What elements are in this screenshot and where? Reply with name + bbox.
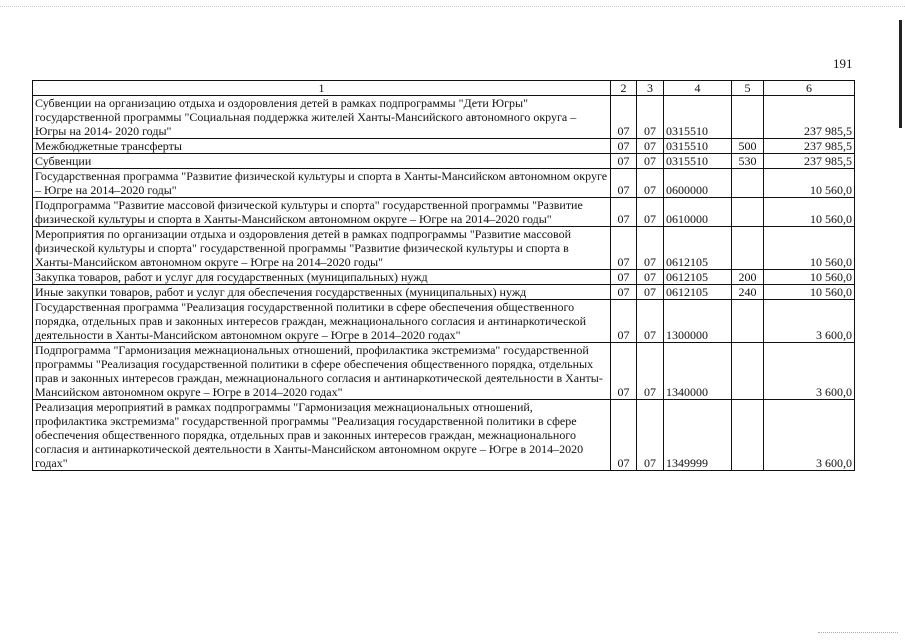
row-vr-cell: 500 [732, 139, 764, 154]
row-name-cell: Реализация мероприятий в рамках подпрограммы "Гармонизация межнациональных отношений, профилактика экстремизма" государственной программы "Реализация государственной политики в сфере обеспечения общественного порядка, отдельных прав и законных интересов граждан, межнационального согласия и антинаркотической деятельности в Ханты-Мансийском автономном округе – Югре в 2014–2020 годах" [33, 400, 611, 471]
row-pr-cell: 07 [637, 300, 664, 343]
row-csr-cell: 0315510 [664, 154, 732, 169]
row-pr-cell: 07 [637, 169, 664, 198]
row-name-cell: Подпрограмма "Развитие массовой физической культуры и спорта" государственной программы "Развитие физической культуры и спорта в Ханты-Мансийском автономном округе – Югре на 2014–2020 годы" [33, 198, 611, 227]
scan-artifact-top [0, 6, 905, 17]
row-rz-cell: 07 [611, 139, 637, 154]
header-cell-name: 1 [33, 81, 611, 96]
row-csr-cell: 0612105 [664, 227, 732, 270]
table-row [33, 300, 855, 343]
row-csr-cell: 1340000 [664, 343, 732, 400]
row-rz-cell: 07 [611, 343, 637, 400]
row-pr-cell: 07 [637, 96, 664, 139]
row-pr-cell: 07 [637, 198, 664, 227]
row-pr-cell: 07 [637, 139, 664, 154]
row-sum-cell: 3 600,0 [764, 400, 855, 471]
row-csr-cell: 0610000 [664, 198, 732, 227]
row-csr-cell: 0600000 [664, 169, 732, 198]
row-vr-cell: 240 [732, 285, 764, 300]
row-vr-cell [732, 400, 764, 471]
row-vr-cell [732, 343, 764, 400]
row-name-cell: Государственная программа "Развитие физической культуры и спорта в Ханты-Мансийском автономном округе – Югре на 2014–2020 годы" [33, 169, 611, 198]
header-cell-rz: 2 [611, 81, 637, 96]
row-sum-cell: 237 985,5 [764, 96, 855, 139]
row-vr-cell: 530 [732, 154, 764, 169]
row-pr-cell: 07 [637, 154, 664, 169]
scan-artifact-bottom [818, 632, 898, 633]
row-sum-cell: 10 560,0 [764, 227, 855, 270]
row-pr-cell: 07 [637, 285, 664, 300]
row-rz-cell: 07 [611, 169, 637, 198]
row-sum-cell: 10 560,0 [764, 285, 855, 300]
row-name-cell: Подпрограмма "Гармонизация межнациональных отношений, профилактика экстремизма" государственной программы "Реализация государственной политики в сфере обеспечения общественного порядка, отдельных прав и законных интересов граждан, межнационального согласия и антинаркотической деятельности в Ханты-Мансийском автономном округе – Югре в 2014–2020 годах" [33, 343, 611, 400]
row-csr-cell: 0612105 [664, 285, 732, 300]
row-vr-cell [732, 169, 764, 198]
row-rz-cell: 07 [611, 198, 637, 227]
row-csr-cell: 1300000 [664, 300, 732, 343]
row-sum-cell: 10 560,0 [764, 270, 855, 285]
row-name-cell: Иные закупки товаров, работ и услуг для обеспечения государственных (муниципальных) нужд [33, 285, 611, 300]
row-sum-cell: 3 600,0 [764, 343, 855, 400]
row-name-cell: Субвенции [33, 154, 611, 169]
row-sum-cell: 10 560,0 [764, 169, 855, 198]
row-name-cell: Субвенции на организацию отдыха и оздоровления детей в рамках подпрограммы "Дети Югры" государственной программы "Социальная поддержка жителей Ханты-Мансийского автономного округа – Югры на 2014- 2020 годы" [33, 96, 611, 139]
row-rz-cell: 07 [611, 270, 637, 285]
row-sum-cell: 237 985,5 [764, 139, 855, 154]
row-name-cell: Государственная программа "Реализация государственной политики в сфере обеспечения общественного порядка, отдельных прав и законных интересов граждан, межнационального согласия и антинаркотической деятельности в Ханты-Мансийском автономном округе – Югре в 2014–2020 годах" [33, 300, 611, 343]
table-row [33, 285, 855, 300]
row-sum-cell: 10 560,0 [764, 198, 855, 227]
row-vr-cell: 200 [732, 270, 764, 285]
row-rz-cell: 07 [611, 96, 637, 139]
header-cell-vr: 5 [732, 81, 764, 96]
table-row [33, 96, 855, 139]
row-pr-cell: 07 [637, 227, 664, 270]
row-pr-cell: 07 [637, 343, 664, 400]
row-vr-cell [732, 198, 764, 227]
table-row [33, 139, 855, 154]
row-sum-cell: 3 600,0 [764, 300, 855, 343]
row-sum-cell: 237 985,5 [764, 154, 855, 169]
row-rz-cell: 07 [611, 154, 637, 169]
table-row [33, 227, 855, 270]
header-row [33, 81, 855, 96]
row-csr-cell: 1349999 [664, 400, 732, 471]
row-rz-cell: 07 [611, 285, 637, 300]
scan-edge-mark [899, 20, 902, 128]
row-csr-cell: 0612105 [664, 270, 732, 285]
row-name-cell: Мероприятия по организации отдыха и оздоровления детей в рамках подпрограммы "Развитие массовой физической культуры и спорта" государственной программы "Развитие физической культуры и спорта в Ханты-Мансийском автономном округе – Югре на 2014–2020 годы" [33, 227, 611, 270]
table-row [33, 400, 855, 471]
table-body [33, 96, 855, 471]
header-cell-sum: 6 [764, 81, 855, 96]
row-vr-cell [732, 300, 764, 343]
row-rz-cell: 07 [611, 227, 637, 270]
table-row [33, 270, 855, 285]
row-pr-cell: 07 [637, 270, 664, 285]
row-pr-cell: 07 [637, 400, 664, 471]
row-name-cell: Закупка товаров, работ и услуг для государственных (муниципальных) нужд [33, 270, 611, 285]
table-row [33, 169, 855, 198]
row-csr-cell: 0315510 [664, 96, 732, 139]
row-rz-cell: 07 [611, 300, 637, 343]
row-name-cell: Межбюджетные трансферты [33, 139, 611, 154]
row-vr-cell [732, 96, 764, 139]
row-rz-cell: 07 [611, 400, 637, 471]
table-row [33, 154, 855, 169]
row-vr-cell [732, 227, 764, 270]
budget-table [32, 80, 855, 471]
table-row [33, 343, 855, 400]
page-number: 191 [833, 56, 853, 71]
header-cell-pr: 3 [637, 81, 664, 96]
header-cell-csr: 4 [664, 81, 732, 96]
table-row [33, 198, 855, 227]
row-csr-cell: 0315510 [664, 139, 732, 154]
